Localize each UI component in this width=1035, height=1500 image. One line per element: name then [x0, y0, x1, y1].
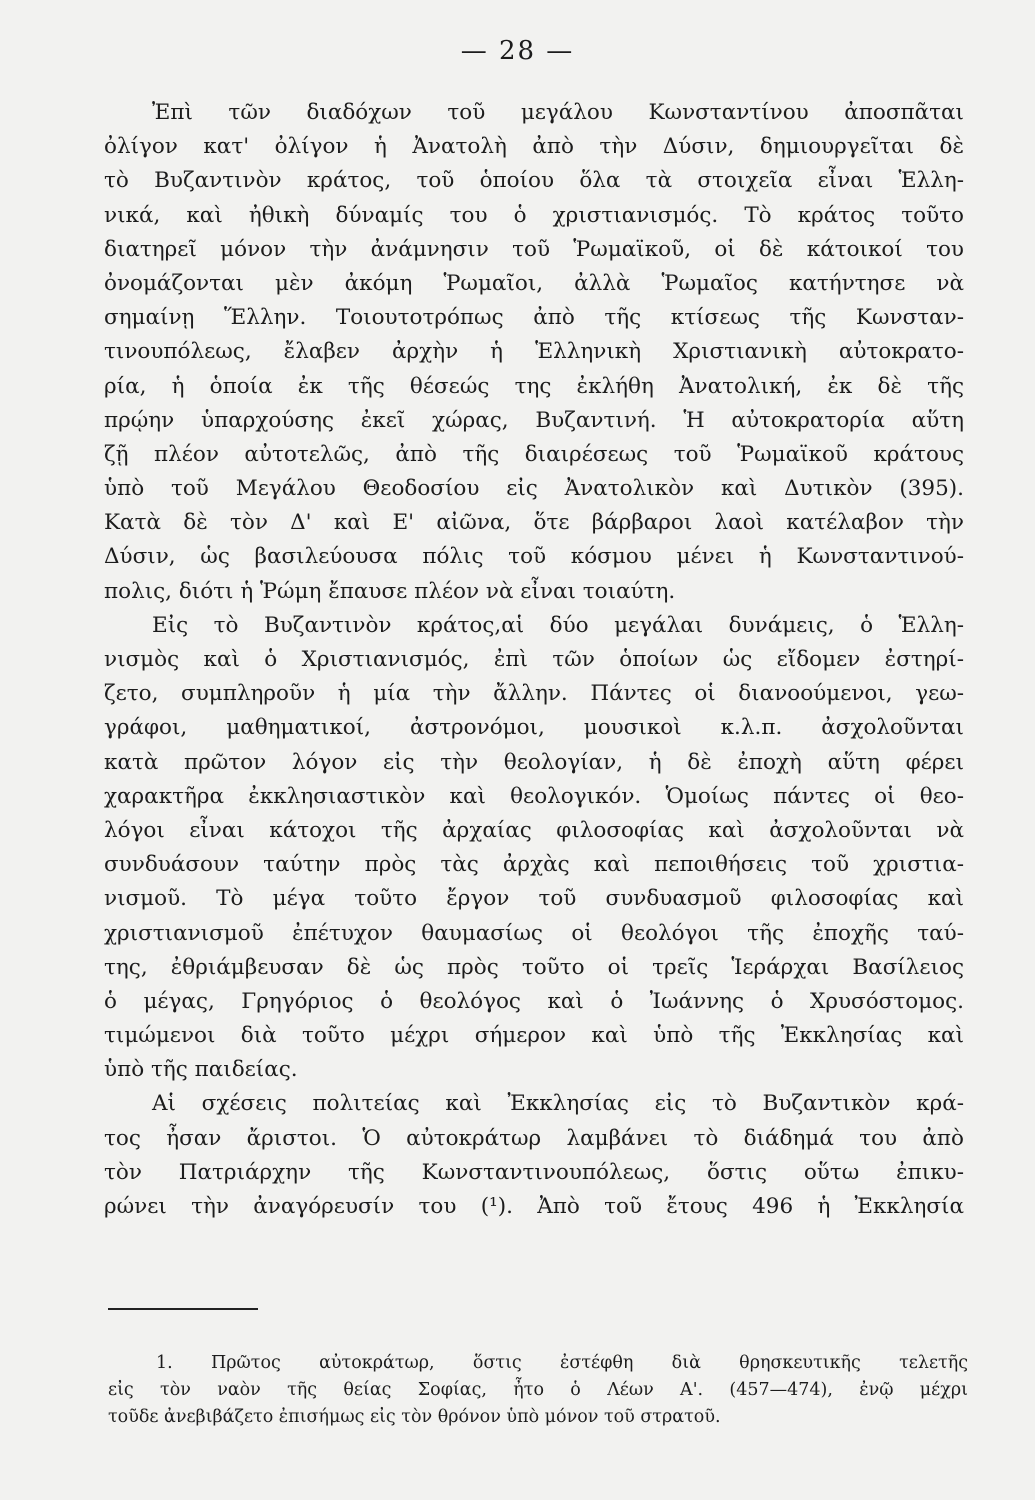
text-line: Κατὰ δὲ τὸν Δ' καὶ Ε' αἰῶνα, ὅτε βάρβαροι λαοὶ κατέλαβον τὴν	[104, 510, 964, 536]
text-line: της, ἐθριάμβευσαν δὲ ὡς πρὸς τοῦτο οἱ τρεῖς Ἱεράρχαι Βασίλειος	[104, 954, 964, 980]
text-line: κατὰ πρῶτον λόγον εἰς τὴν θεολογίαν, ἡ δὲ ἐποχὴ αὕτη φέρει	[104, 749, 964, 775]
text-line: ὁ μέγας, Γρηγόριος ὁ θεολόγος καὶ ὁ Ἰωάννης ὁ Χρυσόστομος.	[104, 988, 964, 1014]
text-line: χριστιανισμοῦ ἐπέτυχον θαυμασίως οἱ θεολόγοι τῆς ἐποχῆς ταύ-	[104, 920, 964, 946]
text-line: Εἰς τὸ Βυζαντινὸν κράτος,αἱ δύο μεγάλαι δυνάμεις, ὁ Ἑλλη-	[152, 612, 964, 638]
text-line: ρώνει τὴν ἀναγόρευσίν του (¹). Ἀπὸ τοῦ ἔτους 496 ἡ Ἐκκλησία	[104, 1194, 964, 1219]
text-line: Αἱ σχέσεις πολιτείας καὶ Ἐκκλησίας εἰς τὸ Βυζαντικὸν κρά-	[152, 1091, 964, 1117]
text-line: ὀνομάζονται μὲν ἀκόμη Ῥωμαῖοι, ἀλλὰ Ῥωμαῖος κατήντησε νὰ	[104, 270, 964, 296]
page-number: — 28 —	[460, 36, 575, 66]
text-line: τὸν Πατριάρχην τῆς Κωνσταντινουπόλεως, ὅστις οὕτω ἐπικυ-	[104, 1159, 964, 1185]
text-line: Ἐπὶ τῶν διαδόχων τοῦ μεγάλου Κωνσταντίνου ἀποσπᾶται	[152, 100, 964, 125]
text-line: ὑπὸ τῆς παιδείας.	[104, 1057, 298, 1083]
text-line: τιμώμενοι διὰ τοῦτο μέχρι σήμερον καὶ ὑπὸ τῆς Ἐκκλησίας καὶ	[104, 1023, 964, 1049]
text-line: συνδυάσουν ταύτην πρὸς τὰς ἀρχὰς καὶ πεποιθήσεις τοῦ χριστια-	[104, 852, 964, 878]
text-line: διατηρεῖ μόνον τὴν ἀνάμνησιν τοῦ Ῥωμαϊκοῦ, οἱ δὲ κάτοικοί του	[104, 236, 964, 262]
text-line: πρῴην ὑπαρχούσης ἐκεῖ χώρας, Βυζαντινή. Ἡ αὐτοκρατορία αὕτη	[104, 407, 964, 433]
text-line: πολις, διότι ἡ Ῥώμη ἔπαυσε πλέον νὰ εἶναι τοιαύτη.	[104, 578, 676, 604]
text-line: τὸ Βυζαντινὸν κράτος, τοῦ ὁποίου ὅλα τὰ στοιχεῖα εἶναι Ἑλλη-	[104, 168, 964, 194]
text-line: λόγοι εἶναι κάτοχοι τῆς ἀρχαίας φιλοσοφίας καὶ ἀσχολοῦνται νὰ	[104, 817, 964, 843]
text-line: ζετο, συμπληροῦν ἡ μία τὴν ἄλλην. Πάντες οἱ διανοούμενοι, γεω-	[104, 681, 964, 707]
text-line: τινουπόλεως, ἔλαβεν ἀρχὴν ἡ Ἑλληνικὴ Χριστιανικὴ αὐτοκρατο-	[104, 339, 964, 365]
text-line: νισμὸς καὶ ὁ Χριστιανισμός, ἐπὶ τῶν ὁποίων ὡς εἴδομεν ἐστηρί-	[104, 647, 964, 672]
footnote-line: τοῦδε ἀνεβιβάζετο ἐπισήμως εἰς τὸν θρόνον ὑπὸ μόνον τοῦ στρατοῦ.	[108, 1407, 721, 1427]
text-line: σημαίνῃ Ἕλλην. Τοιουτοτρόπως ἀπὸ τῆς κτίσεως τῆς Κωνσταν-	[104, 305, 964, 331]
text-line: ὑπὸ τοῦ Μεγάλου Θεοδοσίου εἰς Ἀνατολικὸν καὶ Δυτικὸν (395).	[104, 476, 964, 502]
footnote	[108, 1350, 968, 1431]
footnote-line: εἰς τὸν ναὸν τῆς θείας Σοφίας, ἦτο ὁ Λέων Α'. (457—474), ἐνῷ μέχρι	[108, 1380, 968, 1400]
text-line: ζῇ πλέον αὐτοτελῶς, ἀπὸ τῆς διαιρέσεως τοῦ Ῥωμαϊκοῦ κράτους	[104, 441, 964, 467]
text-line: Δύσιν, ὡς βασιλεύουσα πόλις τοῦ κόσμου μένει ἡ Κωνσταντινού-	[104, 544, 964, 570]
text-line: γράφοι, μαθηματικοί, ἀστρονόμοι, μουσικοὶ κ.λ.π. ἀσχολοῦνται	[104, 715, 964, 741]
text-line: ρία, ἡ ὁποία ἐκ τῆς θέσεώς της ἐκλήθη Ἀνατολική, ἐκ δὲ τῆς	[104, 373, 964, 399]
text-line: χαρακτῆρα ἐκκλησιαστικὸν καὶ θεολογικόν. Ὁμοίως πάντες οἱ θεο-	[104, 783, 964, 809]
text-line: ὀλίγον κατ' ὀλίγον ἡ Ἀνατολὴ ἀπὸ τὴν Δύσιν, δημιουργεῖται δὲ	[104, 134, 964, 160]
body-text	[104, 96, 964, 1224]
text-line: νικά, καὶ ἠθικὴ δύναμίς του ὁ χριστιανισμός. Τὸ κράτος τοῦτο	[104, 202, 964, 228]
footnote-divider	[108, 1308, 258, 1310]
text-line: τος ἦσαν ἄριστοι. Ὁ αὐτοκράτωρ λαμβάνει τὸ διάδημά του ἀπὸ	[104, 1125, 964, 1151]
footnote-line: 1. Πρῶτος αὐτοκράτωρ, ὅστις ἐστέφθη διὰ θρησκευτικῆς τελετῆς	[156, 1353, 968, 1373]
text-line: νισμοῦ. Τὸ μέγα τοῦτο ἔργον τοῦ συνδυασμοῦ φιλοσοφίας καὶ	[104, 886, 964, 912]
